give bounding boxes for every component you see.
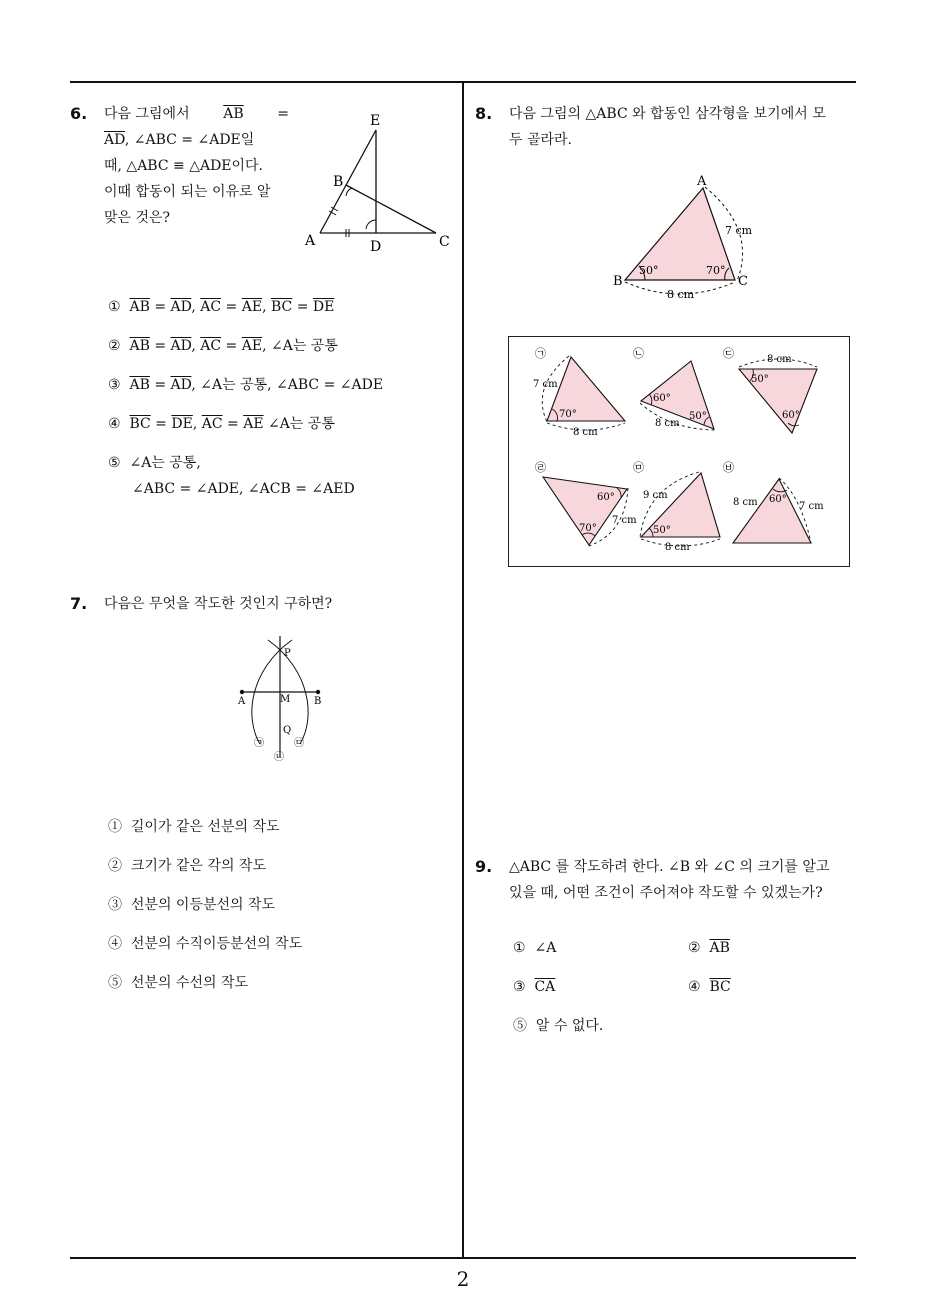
choice-5-side1: 9 cm: [643, 490, 668, 501]
q7-figure: [230, 632, 340, 767]
label-a: A: [305, 233, 316, 249]
label-m: M: [280, 694, 291, 705]
choice-3[interactable]: [723, 347, 817, 433]
choice-4-mark: ㉣: [535, 461, 546, 474]
q9-option-4[interactable]: ④ $\overline{BC}$: [688, 979, 731, 995]
q6-stem-line-4: 이때 합동이 되는 이유로 알: [104, 184, 271, 200]
choice-5-side2: 8 cm: [665, 542, 690, 553]
q6-stem-line-2: $\overline{AD}$, ∠ABC = ∠ADE일: [104, 132, 255, 148]
label-ac-length: 7 cm: [725, 224, 753, 237]
q6-figure: [300, 108, 460, 258]
label-e: E: [370, 113, 381, 129]
q6-option-4[interactable]: ④ $\overline{BC} = \overline{DE}$, $\overline{AC} = \overline{AE}$ ∠A는 공통: [108, 416, 335, 432]
choice-3-side: 8 cm: [767, 354, 792, 365]
label-p: P: [284, 648, 291, 659]
choice-6-side1: 8 cm: [733, 497, 758, 508]
question-8-number: 8.: [475, 104, 493, 123]
mark-3: ㉢: [294, 738, 304, 749]
choice-1-side1: 7 cm: [533, 379, 558, 390]
choice-5-mark: ㉤: [633, 461, 644, 474]
label-c: C: [738, 274, 748, 289]
choice-1-angle: 70°: [559, 409, 577, 420]
label-a: A: [697, 174, 707, 189]
choice-2-mark: ㉡: [633, 347, 644, 360]
q8-main-figure: [605, 170, 765, 305]
q9-option-3[interactable]: ③ $\overline{CA}$: [513, 979, 556, 995]
choice-2-angle2: 50°: [689, 411, 707, 422]
choice-6-angle: 60°: [769, 494, 787, 505]
choice-6-mark: ㉥: [723, 461, 734, 474]
q7-option-1[interactable]: ① 길이가 같은 선분의 작도: [108, 819, 280, 835]
q8-choices-box: [508, 336, 850, 567]
q7-option-5[interactable]: ⑤ 선분의 수선의 작도: [108, 975, 248, 991]
question-6-stem: [104, 101, 289, 231]
label-angle-b: 50°: [639, 264, 659, 277]
q7-option-2[interactable]: ② 크기가 같은 각의 작도: [108, 858, 266, 874]
label-bc-length: 8 cm: [667, 288, 695, 301]
choice-2[interactable]: [633, 347, 714, 430]
q8-stem-line-2: 두 골라라.: [509, 132, 572, 148]
q9-option-5[interactable]: ⑤ 알 수 없다.: [513, 1018, 604, 1034]
choice-3-mark: ㉢: [723, 347, 734, 360]
label-a: A: [238, 696, 246, 707]
choice-6-side2: 7 cm: [799, 501, 824, 512]
q7-option-3[interactable]: ③ 선분의 이등분선의 작도: [108, 897, 276, 913]
q6-option-5[interactable]: ⑤ ∠A는 공통,: [108, 455, 201, 471]
column-divider: [462, 83, 464, 1259]
q6-stem-line-1: 다음 그림에서 $\overline{AB}$ =: [104, 106, 289, 122]
choice-1[interactable]: [533, 347, 625, 438]
q7-option-4[interactable]: ④ 선분의 수직이등분선의 작도: [108, 936, 303, 952]
q8-stem-line-1: 다음 그림의 △ABC 와 합동인 삼각형을 보기에서 모: [509, 106, 826, 122]
choice-4-side: 7 cm: [612, 515, 637, 526]
choice-6[interactable]: [723, 461, 824, 543]
choice-4-angle1: 60°: [597, 492, 615, 503]
choice-3-angle2: 60°: [782, 410, 800, 421]
question-7-number: 7.: [70, 594, 88, 613]
label-b: B: [613, 274, 623, 289]
choice-2-angle1: 60°: [653, 393, 671, 404]
q6-option-5-line-2: ∠ABC = ∠ADE, ∠ACB = ∠AED: [132, 481, 355, 497]
label-b: B: [333, 174, 344, 190]
label-angle-c: 70°: [706, 264, 726, 277]
choice-5[interactable]: [633, 461, 720, 553]
question-6-number: 6.: [70, 104, 88, 123]
mark-2: ㉡: [274, 752, 284, 763]
question-9-number: 9.: [475, 857, 493, 876]
q9-option-1[interactable]: ① ∠A: [513, 940, 557, 956]
q6-option-1[interactable]: ① $\overline{AB} = \overline{AD}$, $\overline{AC} = \overline{AE}$, $\overline{BC} = \overline{DE}$: [108, 299, 335, 315]
question-8-stem: [509, 101, 826, 153]
page-number: 2: [456, 1267, 470, 1291]
label-c: C: [439, 234, 450, 250]
q9-stem-line-2: 있을 때, 어떤 조건이 주어져야 작도할 수 있겠는가?: [509, 885, 823, 901]
choice-4[interactable]: [535, 461, 637, 546]
q9-option-2[interactable]: ② $\overline{AB}$: [688, 940, 730, 956]
choice-1-mark: ㉠: [535, 347, 546, 360]
q9-stem-line-1: △ABC 를 작도하려 한다. ∠B 와 ∠C 의 크기를 알고: [509, 859, 830, 875]
label-b: B: [314, 696, 322, 707]
label-d: D: [370, 239, 382, 255]
q6-stem-line-3: 때, △ABC ≡ △ADE이다.: [104, 158, 264, 174]
choice-4-angle2: 70°: [579, 523, 597, 534]
question-9-stem: [509, 854, 829, 906]
q6-stem-line-5: 맞은 것은?: [104, 210, 171, 226]
q6-option-2[interactable]: ② $\overline{AB} = \overline{AD}$, $\overline{AC} = \overline{AE}$, ∠A는 공통: [108, 338, 338, 354]
question-7-stem: 다음은 무엇을 작도한 것인지 구하면?: [104, 596, 333, 612]
choice-1-side2: 8 cm: [573, 427, 598, 438]
choice-2-side: 8 cm: [655, 418, 680, 429]
q6-option-3[interactable]: ③ $\overline{AB} = \overline{AD}$, ∠A는 공통, ∠ABC = ∠ADE: [108, 377, 384, 393]
choice-3-angle1: 50°: [751, 374, 769, 385]
mark-1: ㉠: [254, 738, 264, 749]
choice-5-angle: 50°: [653, 525, 671, 536]
label-q: Q: [283, 725, 292, 736]
q8-choices-figure: [509, 337, 849, 566]
